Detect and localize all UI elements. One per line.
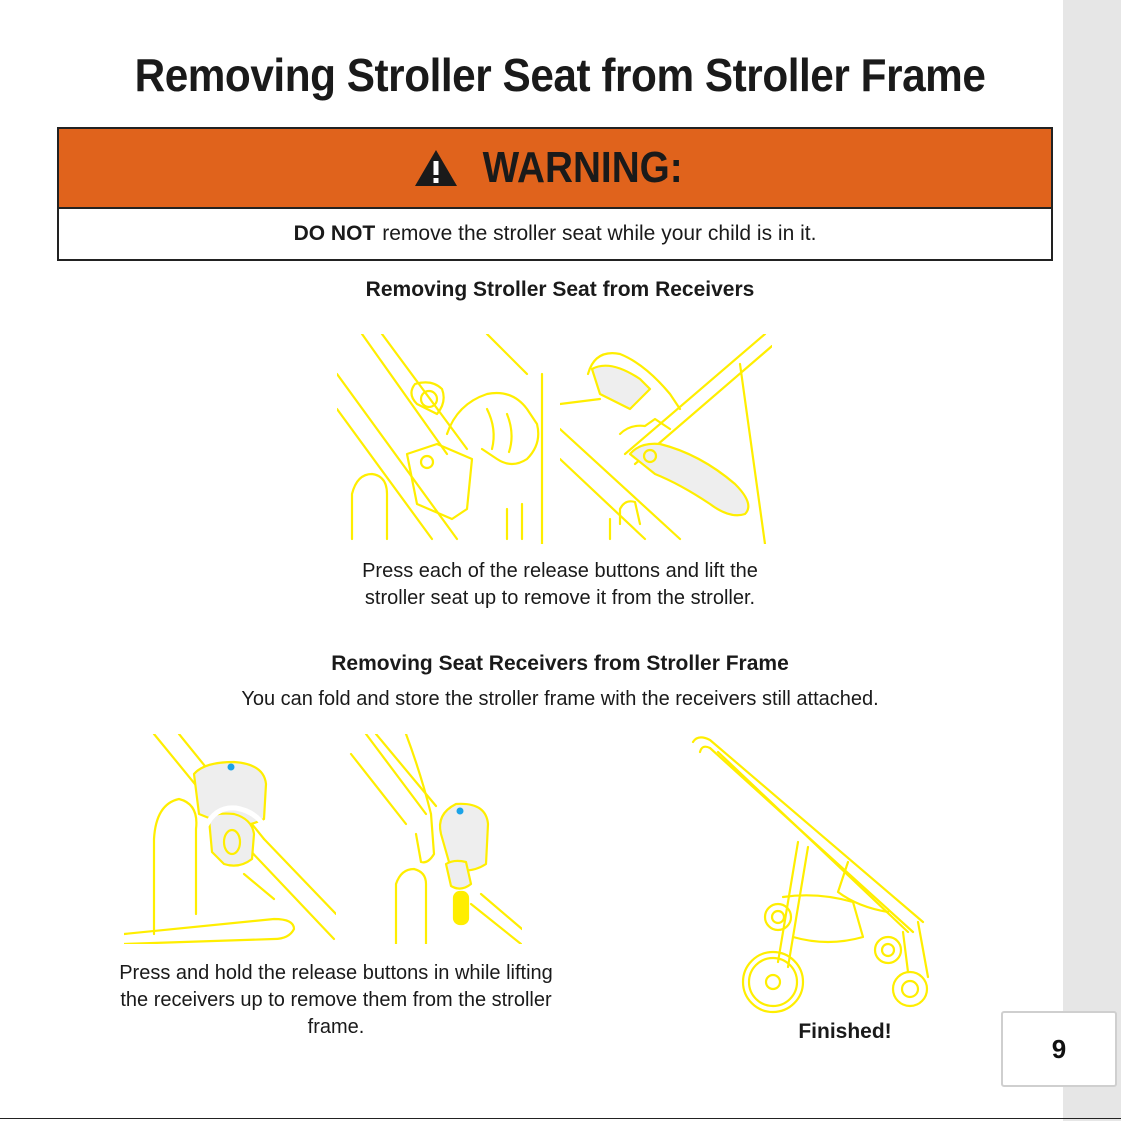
- caption-release-buttons: [58, 558, 1062, 612]
- side-bar: [1063, 0, 1121, 1121]
- warning-title: WARNING:: [482, 143, 684, 192]
- release-button-illustration: [337, 334, 549, 544]
- caption-line: frame.: [307, 1016, 365, 1038]
- page-number: 9: [1001, 1011, 1117, 1087]
- warning-text: remove the stroller seat while your child is in it.: [382, 222, 817, 245]
- receiver-close-up-illustration: [124, 734, 336, 944]
- lift-receiver-illustration: [346, 734, 522, 944]
- caption-line: the receivers up to remove them from the stroller: [120, 989, 552, 1011]
- warning-emphasis: DO NOT: [293, 222, 376, 245]
- section-heading-seat-receivers: Removing Seat Receivers from Stroller Frame: [331, 652, 789, 675]
- section-intro: You can fold and store the stroller frame with the receivers still attached.: [241, 688, 879, 710]
- warning-triangle-icon: [413, 148, 459, 188]
- bottom-rule: [0, 1118, 1121, 1119]
- warning-header: [59, 129, 1051, 209]
- lift-seat-illustration: [560, 334, 772, 544]
- warning-box: [57, 127, 1053, 261]
- stroller-frame-illustration: [688, 732, 940, 1014]
- caption-release-receivers: [110, 960, 562, 1041]
- section-heading-receivers: Removing Stroller Seat from Receivers: [365, 278, 755, 301]
- page-title: Removing Stroller Seat from Stroller Frame: [134, 49, 986, 101]
- caption-line: Press each of the release buttons and lift the: [362, 560, 758, 582]
- warning-message: [59, 209, 1051, 259]
- caption-line: stroller seat up to remove it from the stroller.: [364, 587, 756, 609]
- finished-label: Finished!: [798, 1020, 892, 1043]
- caption-line: Press and hold the release buttons in while lifting: [119, 962, 553, 984]
